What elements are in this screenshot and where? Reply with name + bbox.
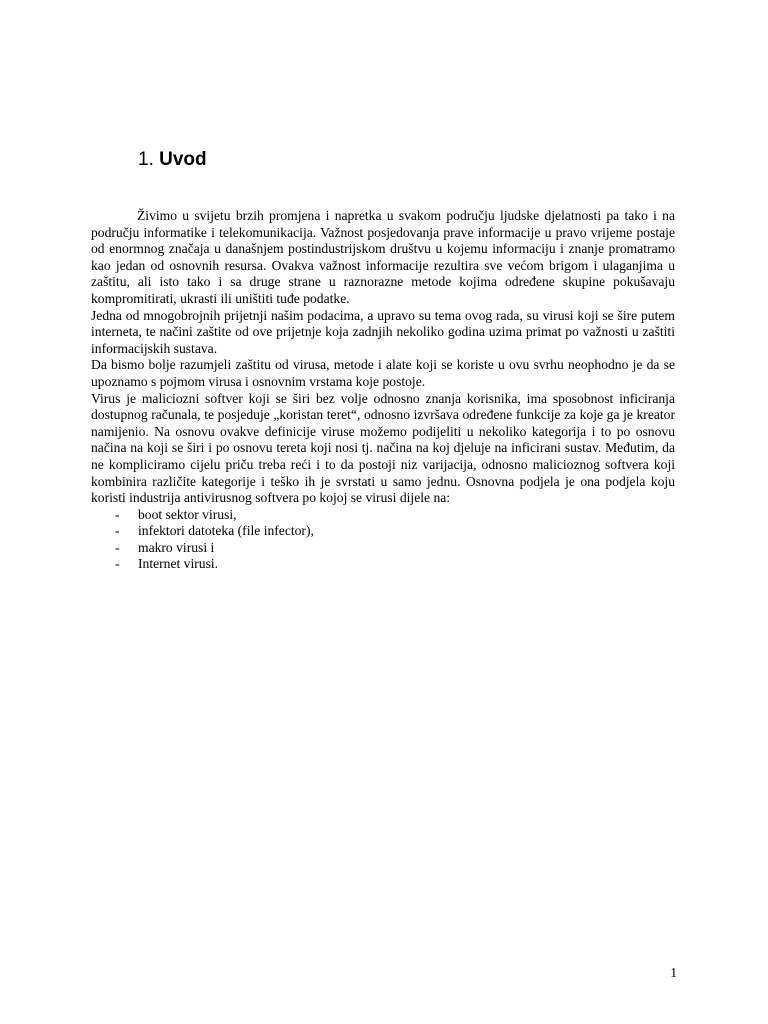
list-item (91, 507, 675, 524)
section-number: 1. (138, 149, 154, 170)
section-heading (138, 146, 207, 174)
paragraph-intro: Živimo u svijetu brzih promjena i napretka u svakom području ljudske djelatnosti pa tako i na području informatike i telekomunikacija. Važnost posjedovanja prave informacije u pravo vrijeme postaje od enormnog značaja u današnjem postindustrijskom društvu u kojemu informaciju i znanje promatramo kao jedan od osnovnih resursa. Ovakva važnost informacije rezultira sve većom brigom i ulaganjima u zaštitu, ali isto tako i sa druge strane u raznorazne metode kojima određene skupine pokušavaju kompromitirati, ukrasti ili uništiti tuđe podatke. (91, 208, 675, 306)
list-item (91, 556, 675, 573)
paragraph-understanding: Da bismo bolje razumjeli zaštitu od virusa, metode i alate koji se koriste u ovu svrhu neophodno je da se upoznamo s pojmom virusa i osnovnim vrstama koje postoje. (91, 357, 675, 389)
paragraph-virus-definition: Virus je maliciozni softver koji se širi bez volje odnosno znanja korisnika, ima sposobnost inficiranja dostupnog računala, te posjeduje „koristan teret“, odnosno izvršava određene funkcije za koje ga je kreator namijenio. Na osnovu ovakve definicije viruse možemo podijeliti u nekoliko kategorija i to po osnovu načina na koji se širi i po osnovu tereta koji nosi tj. načina na koj djeluje na inficirani sustav. Međutim, da ne kompliciramo cijelu priču treba reći i to da postoji niz varijacija, odnosno malicioznog softvera koji kombinira različite kategorije i teško ih je svrstati u samo jednu. Osnovna podjela je ona podjela koju koristi industrija antivirusnog softvera po kojoj se virusi dijele na: (91, 390, 675, 506)
paragraph-threats: Jedna od mnogobrojnih prijetnji našim podacima, a upravo su tema ovog rada, su virusi koji se šire putem interneta, te načini zaštite od ove prijetnje koja zadnjih nekoliko godina uzima primat po važnosti u zaštiti informacijskih sustava. (91, 307, 675, 356)
virus-type-list (91, 507, 675, 573)
list-bullet-dash: - (115, 523, 120, 539)
section-title: Uvod (159, 149, 207, 170)
list-item-text: Internet virusi. (138, 556, 219, 572)
list-item-text: makro virusi i (138, 539, 215, 555)
list-item-text: boot sektor virusi, (138, 506, 237, 522)
list-bullet-dash: - (115, 539, 120, 555)
list-item (91, 540, 675, 557)
list-bullet-dash: - (115, 556, 120, 572)
list-item (91, 523, 675, 540)
page-number: 1 (670, 965, 677, 980)
list-item-text: infektori datoteka (file infector), (138, 523, 314, 539)
document-body (91, 208, 675, 573)
list-bullet-dash: - (115, 506, 120, 522)
